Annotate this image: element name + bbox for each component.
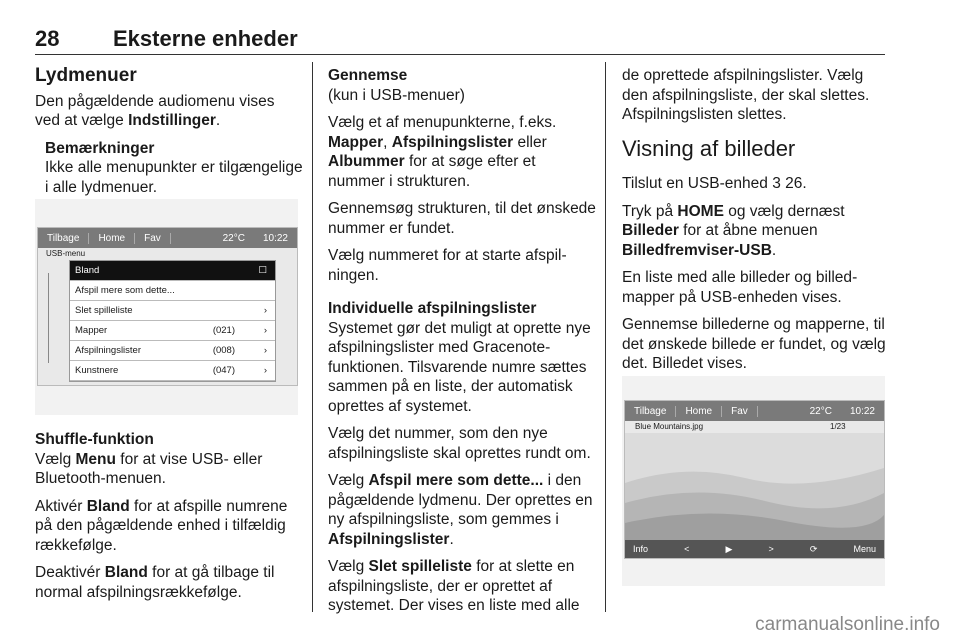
list-item[interactable]: Afspilningslister (008) › — [70, 341, 275, 361]
paragraph: Vælg Menu for at vise USB- eller Bluetooth-menuen. — [35, 450, 263, 487]
temperature: 22°C — [809, 405, 832, 417]
list-item[interactable]: Bland ☐ — [70, 261, 275, 281]
list-item[interactable]: Slet spilleliste › — [70, 301, 275, 321]
previous-icon[interactable]: < — [684, 544, 690, 554]
image-counter: 1/23 — [830, 422, 846, 431]
list-item[interactable]: Mapper (021) › — [70, 321, 275, 341]
image-viewer-screenshot — [622, 376, 885, 586]
menu-button[interactable]: Menu — [853, 544, 876, 554]
watermark: carmanualsonline.info — [755, 614, 940, 635]
column-divider — [605, 62, 606, 612]
image-filename: Blue Mountains.jpg — [635, 422, 704, 431]
paragraph: Vælg nummeret for at starte afspilningen. — [328, 247, 567, 284]
tab-back[interactable]: Tilbage — [38, 233, 89, 244]
paragraph: Systemet gør det muligt at oprette nye afspilningslister med Gracenote-funktionen. Tilsvarende numre sættes sammen på en liste, der automatisk oprettes af systemet. — [328, 319, 591, 415]
temperature: 22°C — [222, 232, 245, 244]
usb-menu-screenshot — [35, 199, 298, 415]
paragraph: Deaktivér Bland for at gå tilbage til normal afspilningsrækkefølge. — [35, 564, 275, 601]
column-3 — [622, 66, 888, 382]
page-title: Eksterne enheder — [113, 26, 298, 51]
section-heading: Visning af billeder — [622, 135, 796, 161]
scrollbar[interactable] — [48, 273, 55, 363]
column-2 — [328, 66, 596, 624]
tab-fav[interactable]: Fav — [135, 233, 171, 244]
paragraph: Vælg et af menupunkterne, f.eks. Mapper, Afspilningslister eller Albummer for at søge efter et nummer i strukturen. — [328, 114, 557, 190]
menu-label: USB-menu — [46, 249, 86, 258]
section-heading: Shuffle-funktion — [35, 431, 154, 448]
paragraph: En liste med alle billeder og billedmapper på USB-enheden vises. — [622, 269, 858, 306]
viewer-controls — [625, 540, 884, 558]
column-divider — [312, 62, 313, 612]
list-item[interactable]: Afspil mere som dette... — [70, 281, 275, 301]
page-ref-icon: 3 — [772, 175, 781, 192]
note-block — [35, 139, 303, 198]
page-number: 28 — [35, 26, 60, 51]
mountain-image — [625, 433, 884, 541]
tab-home[interactable]: Home — [89, 233, 135, 244]
note-text: Ikke alle menupunkter er tilgængelige i alle lydmenuer. — [45, 159, 303, 196]
tab-fav[interactable]: Fav — [722, 406, 758, 417]
paragraph: de oprettede afspilningslister. Vælg den afspilningsliste, der skal slettes. Afspilningslisten slettes. — [622, 67, 870, 123]
paragraph: Tryk på HOME og vælg dernæst Billeder for at åbne menuen Billedfremviser-USB. — [622, 202, 845, 259]
rotate-icon[interactable]: ⟳ — [809, 543, 818, 554]
note-title: Bemærkninger — [45, 139, 155, 157]
paragraph: Gennemsøg strukturen, til det ønskede nummer er fundet. — [328, 200, 596, 237]
clock: 10:22 — [262, 232, 288, 244]
paragraph: Tilslut en USB-enhed 3 26. — [622, 175, 807, 192]
menu-list — [69, 260, 276, 382]
list-item[interactable]: Kunstnere (047) › — [70, 361, 275, 381]
column-1-lower — [35, 430, 303, 610]
tab-back[interactable]: Tilbage — [625, 406, 676, 417]
paragraph: Aktivér Bland for at afspille numrene på den pågældende enhed i tilfældig rækkefølge. — [35, 497, 288, 554]
section-heading: Individuelle afspilningslister — [328, 300, 537, 317]
section-heading: Gennemse — [328, 67, 408, 84]
paragraph: Den pågældende audiomenu vises ved at vælge Indstillinger. — [35, 92, 275, 129]
tab-home[interactable]: Home — [676, 406, 722, 417]
next-icon[interactable]: > — [768, 544, 774, 554]
paragraph: Vælg Afspil mere som dette... i den pågældende lydmenu. Der oprettes en ny afspilningsliste, som gemmes i Afspilningslister. — [328, 472, 593, 548]
clock: 10:22 — [849, 405, 875, 417]
section-heading: Lydmenuer — [35, 65, 137, 86]
header-rule — [35, 54, 885, 55]
info-button[interactable]: Info — [633, 544, 649, 554]
play-icon[interactable]: ▶ — [725, 543, 733, 554]
paragraph: Gennemse billederne og mapperne, til det ønskede billede er fundet, og vælg det. Billedet vises. — [622, 316, 886, 372]
paragraph: Vælg Slet spilleliste for at slette en afspilningsliste, der er oprettet af systemet. Der vises en liste med alle — [328, 558, 580, 614]
column-1 — [35, 66, 303, 197]
paragraph: Vælg det nummer, som den nye afspilningsliste skal oprettes rundt om. — [328, 425, 591, 462]
paragraph: (kun i USB-menuer) — [328, 86, 465, 104]
